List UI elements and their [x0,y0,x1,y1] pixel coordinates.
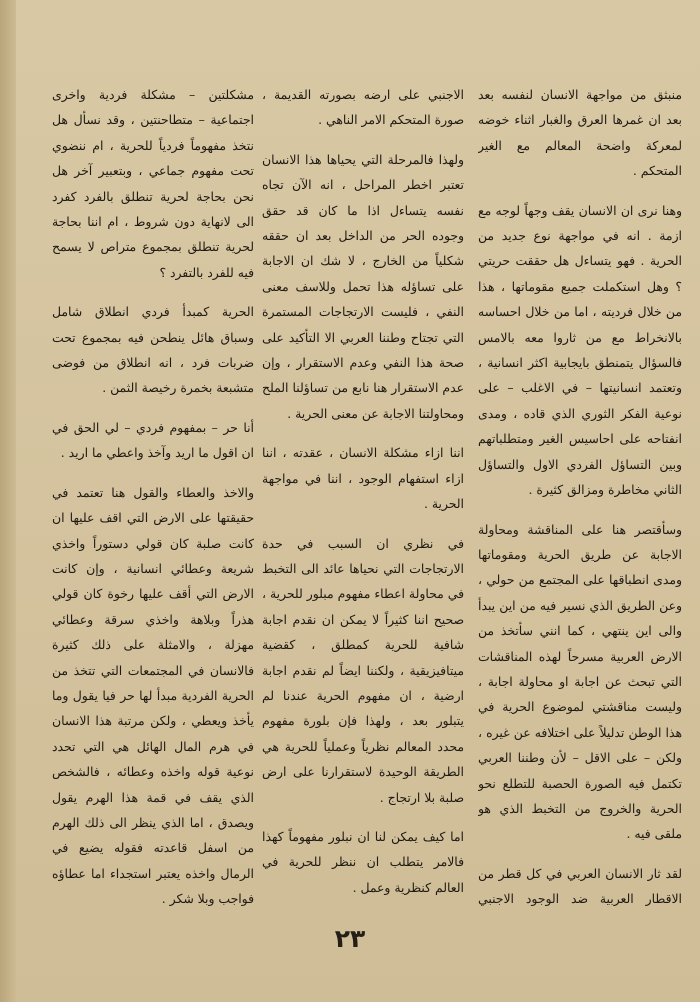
text-column-right [478,82,682,914]
page-edge [0,0,16,1002]
paragraph: وهنا نرى ان الانسان يقف وجهاً لوجه مع ازمة . انه في مواجهة نوع جديد من الحرية . فهو يتساءل هل حققت حريتي ؟ وهل استكملت جميع مقوماتها ، هذا من خلال فرديته ، اما من خلال احساسه بالانخراط مع من ثاروا معه بالامس فالسؤال يتمنطق بايجابية اكثر انسانية ، وتعتمد انسانيتها – في الاغلب – على نوعية الفكر الثوري الذي قاده ، ومدى انفتاحه على احاسيس الغير ومتطلباتهم وبين التساؤل الفردي الاول والتساؤل الثاني مخاطرة ومزالق كثيرة . [478,202,682,498]
paragraph: ولهذا فالمرحلة التي يحياها هذا الانسان تعتبر اخطر المراحل ، انه الآن تجاه نفسه يتساءل اذا ما كان قد حقق وجوده الحر من الداخل بعد ان حققه شكلياً من الخارج ، لا شك ان الاجابة على تساؤله هذا تحمل وللاسف معنى النفي ، فليست الارتجاجات المستمرة التي تجتاح وطننا العربي الا التأكيد على صحة هذا النفي وعدم الاستقرار ، وإن عدم الاستقرار هنا نابع من تساؤلنا الملح ومحاولتنا الاجابة عن معنى الحرية . [262,151,464,421]
paragraph: الاجنبي على ارضه بصورته القديمة ، صورة المتحكم الامر الناهي . [262,87,464,128]
paragraph: والاخذ والعطاء والقول هنا تعتمد في حقيقتها على الارض التي اقف عليها ان كانت صلبة كان قولي دستوراً واخذي شريعة وعطائي انسانية ، وإن كانت الارض التي أقف عليها رخوة كان قولي هذراً وبلاهة واخذي سرقة وعطائي مهزلة ، والامثلة على ذلك كثيرة فالانسان في المجتمعات التي تتخذ من الحرية الفردية مبدأ لها حر فيا يقول وما يأخذ ويعطي ، ولكن مرتبة هذا الانسان في هرم المال الهائل هي التي تحدد نوعية قوله واخذه وعطائه ، فالشخص الذي يقف في قمة هذا الهرم يقول ويصدق ، اما الذي ينظر الى ذلك الهرم من اسفل قاعدته فقوله يضيع في الرمال واخذه يعتبر استجداء اما عطاؤه فواجب وبلا شكر . [52,484,254,907]
text-column-left [52,82,254,914]
text-column-middle [262,82,464,914]
paragraph: أنا حر – بمفهوم فردي – لي الحق في ان اقول ما اريد وآخذ واعطي ما اريد . [52,419,254,461]
paragraph: لقد ثار الانسان العربي في كل قطر من الاقطار العربية ضد الوجود الاجنبي [478,865,682,907]
paragraph: مشكلتين – مشكلة فردية واخرى اجتماعية – متطاحنتين ، وقد نسأل هل نتخذ مفهوماً فردياً للحرية ، ام ننضوي تحت مفهوم جماعي ، وبتعبير آخر هل نحن بحاجة لحرية تنطلق بالفرد كفرد الى لانهاية دون شروط ، ام اننا بحاجة لحرية تنطلق بمجموع متراص لا يسمح فيه للفرد بالتفرد ؟ [52,87,254,280]
paragraph: وسأقتصر هنا على المناقشة ومحاولة الاجابة عن طريق الحرية ومقوماتها ومدى انطباقها على المجتمع من حولي ، وعن الطريق الذي نسير فيه من اين يبدأ والى اين ينتهي ، كما انني سأتخذ من الارض العربية مسرحاً لهذه المناقشات التي تبحث عن اجابة او محاولة اجابة ، وليست مناقشتي لموضوع الحرية في هذا الوطن تدليلاً على اختلافه عن غيره ، ولكن – على الاقل – لأن وطننا العربي تكتمل فيه الصورة الحصبة للتطلع نحو الحرية والخروج من التخبط الذي هو ملقى فيه . [478,521,682,842]
paragraph: اننا ازاء مشكلة الانسان ، عقدته ، اننا ازاء استفهام الوجود ، اننا في مواجهة الحرية . [262,445,464,512]
page-number: ٢٣ [334,924,366,953]
paragraph: الحرية كمبدأ فردي انطلاق شامل وسباق هائل ينطحن فيه بمجموع تحت ضربات فرد ، انه انطلاق من فوضى متشبعة بخمرة رخيصة الثمن . [52,304,254,396]
paragraph: في نظري ان السبب في حدة الارتجاجات التي نحياها عائد الى التخبط في محاولة اعطاء مفهوم مبلور للحرية ، صحيح اننا كثيراً لا يمكن ان نقدم اجابة شافية للحرية كمطلق ، كقضية ميتافيزيقية ، ولكننا ايضاً لم نقدم اجابة ارضية ، ان مفهوم الحرية عندنا لم يتبلور بعد ، ولهذا فإن بلورة مفهوم محدد المعالم نظرياً وعملياً للحرية هي الطريقة الوحيدة لاستقرارنا على ارض صلبة بلا ارتجاج . [262,535,464,805]
paragraph: اما كيف يمكن لنا ان نبلور مفهوماً كهذا فالامر يتطلب ان ننظر للحرية في العالم كنظرية وعمل . [262,828,464,895]
paragraph: منبثق من مواجهة الانسان لنفسه بعد بعد ان غمرها العرق والغبار اثناء خوضه لمعركة واضحة المعالم مع الغير المتحكم . [478,87,682,179]
